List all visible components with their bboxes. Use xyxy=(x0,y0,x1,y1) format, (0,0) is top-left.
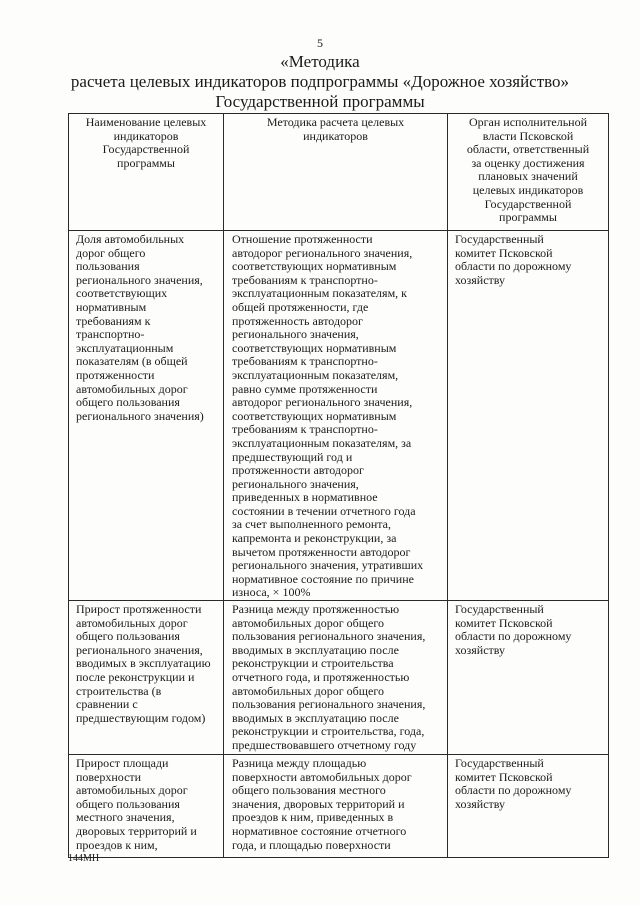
table-row xyxy=(69,601,609,755)
page-number: 5 xyxy=(317,36,323,50)
row-1-indicator-name: Доля автомобильных дорог общего пользования регионального значения, соответствующих нормативным требованиям к транспортно- эксплуатационным показателям (в общей протяженности автомобильных дорог общего пользования регионального значения) xyxy=(69,231,224,601)
row-2-agency: Государственный комитет Псковской области по дорожному хозяйству xyxy=(448,601,609,755)
title-line-3: Государственной программы xyxy=(215,92,425,111)
header-indicator-name: Наименование целевых индикаторов Государственной программы xyxy=(69,114,224,231)
row-3-agency: Государственный комитет Псковской области по дорожному хозяйству xyxy=(448,755,609,858)
row-1-method: Отношение протяженности автодорог регионального значения, соответствующих нормативным требованиям к транспортно- эксплуатационным показателям, к общей протяженности, где протяженность автодорог регионального значения, соответствующих нормативным требованиям к транспортно- эксплуатационным показателям, равно сумме протяженности автодорог регионального значения, соответствующих нормативным требованиям к транспортно- эксплуатационным показателям, за предшествующий год и протяженности автодорог регионального значения, приведенных в нормативное состоянии в течении отчетного года за счет выполненного ремонта, капремонта и реконструкции, за вычетом протяженности автодорог регионального значения, утративших нормативное состояние по причине износа, × 100% xyxy=(224,231,448,601)
document-title xyxy=(0,52,640,112)
row-1-agency: Государственный комитет Псковской области по дорожному хозяйству xyxy=(448,231,609,601)
header-agency: Орган исполнительной власти Псковской области, ответственный за оценку достижения плановых значений целевых индикаторов Государственной программы xyxy=(448,114,609,231)
indicators-table xyxy=(68,113,609,858)
row-3-method: Разница между площадью поверхности автомобильных дорог общего пользования местного значения, дворовых территорий и проездов к ним, приведенных в нормативное состояние отчетного года, и площадью поверхности xyxy=(224,755,448,858)
table-header-row xyxy=(69,114,609,231)
row-3-indicator-name: Прирост площади поверхности автомобильных дорог общего пользования местного значения, дворовых территорий и проездов к ним, xyxy=(69,755,224,858)
title-line-2: расчета целевых индикаторов подпрограммы «Дорожное хозяйство» xyxy=(70,72,570,91)
title-line-1: «Методика xyxy=(280,52,360,71)
header-method: Методика расчета целевых индикаторов xyxy=(224,114,448,231)
table-row xyxy=(69,755,609,858)
footer-code: 144МН xyxy=(68,853,100,864)
table-row xyxy=(69,231,609,601)
row-2-indicator-name: Прирост протяженности автомобильных дорог общего пользования регионального значения, вводимых в эксплуатацию после реконструкции и строительства (в сравнении с предшествующим годом) xyxy=(69,601,224,755)
row-2-method: Разница между протяженностью автомобильных дорог общего пользования регионального значения, вводимых в эксплуатацию после реконструкции и строительства отчетного года, и протяженностью автомобильных дорог общего пользования регионального значения, вводимых в эксплуатацию после реконструкции и строительства, года, предшествовавшего отчетному году xyxy=(224,601,448,755)
